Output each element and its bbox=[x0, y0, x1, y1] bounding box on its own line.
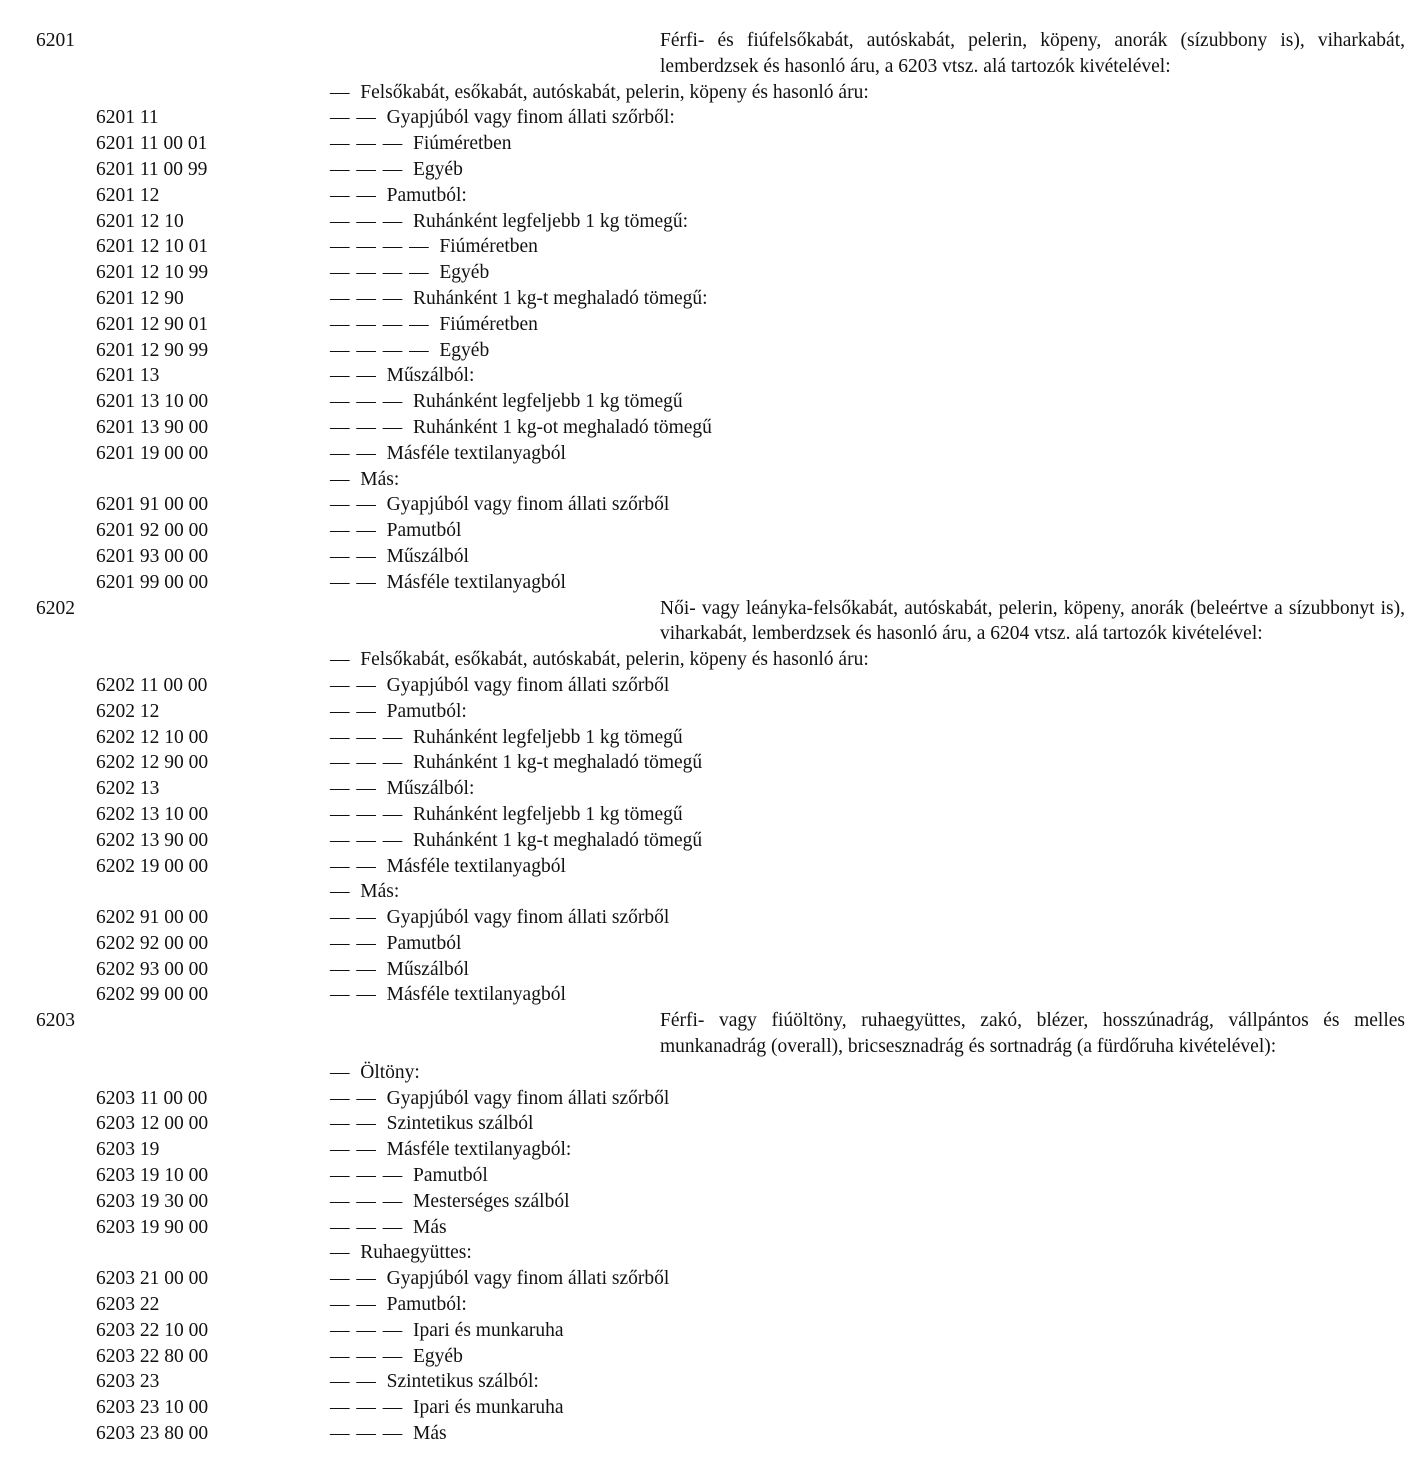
description-text: Pamutból: bbox=[386, 1294, 467, 1316]
tariff-code: 6203 19 bbox=[96, 1139, 160, 1161]
tariff-row bbox=[0, 312, 1095, 338]
description-text: Öltöny: bbox=[360, 1061, 420, 1083]
tariff-description bbox=[330, 260, 1075, 286]
tariff-description bbox=[330, 467, 1075, 493]
indent-dashes: — — bbox=[330, 571, 377, 593]
tariff-description bbox=[330, 105, 1075, 131]
indent-dashes: — — — — bbox=[330, 339, 430, 361]
description-text: Egyéb bbox=[439, 339, 490, 361]
tariff-code: 6201 11 00 99 bbox=[96, 158, 208, 180]
tariff-code: 6202 99 00 00 bbox=[96, 984, 209, 1006]
tariff-code: 6202 12 bbox=[96, 700, 160, 722]
description-text: Fiúméretben bbox=[439, 236, 538, 258]
tariff-row bbox=[0, 1215, 1095, 1241]
description-text: Felsőkabát, esőkabát, autóskabát, pelerin, köpeny és hasonló áru: bbox=[360, 649, 869, 671]
tariff-row bbox=[0, 1163, 1095, 1189]
tariff-row bbox=[0, 1344, 1095, 1370]
tariff-code: 6202 11 00 00 bbox=[96, 674, 208, 696]
tariff-row bbox=[0, 673, 1095, 699]
description-text: Műszálból bbox=[386, 958, 469, 980]
tariff-row bbox=[0, 1369, 1095, 1395]
tariff-code: 6203 21 00 00 bbox=[96, 1268, 209, 1290]
tariff-code: 6203 22 bbox=[96, 1294, 160, 1316]
tariff-description bbox=[330, 802, 1075, 828]
tariff-row bbox=[0, 441, 1095, 467]
tariff-description bbox=[330, 183, 1075, 209]
tariff-code: 6203 23 10 00 bbox=[96, 1397, 209, 1419]
tariff-code: 6202 bbox=[36, 597, 75, 619]
indent-dashes: — — bbox=[330, 1294, 377, 1316]
indent-dashes: — — — bbox=[330, 752, 404, 774]
tariff-row bbox=[0, 131, 1095, 157]
tariff-code: 6201 12 90 01 bbox=[96, 313, 209, 335]
heading-row bbox=[0, 596, 1405, 648]
tariff-description bbox=[330, 544, 1075, 570]
description-text: Ruhánként legfeljebb 1 kg tömegű bbox=[413, 391, 683, 413]
tariff-row bbox=[0, 234, 1095, 260]
tariff-row bbox=[0, 1111, 1095, 1137]
tariff-description bbox=[330, 905, 1075, 931]
indent-dashes: — — — bbox=[330, 210, 404, 232]
indent-dashes: — — bbox=[330, 700, 377, 722]
tariff-description bbox=[330, 931, 1075, 957]
tariff-description bbox=[330, 234, 1075, 260]
tariff-description bbox=[330, 1369, 1075, 1395]
indent-dashes: — — bbox=[330, 184, 377, 206]
tariff-code: 6201 19 00 00 bbox=[96, 442, 209, 464]
tariff-description bbox=[330, 1292, 1075, 1318]
tariff-row bbox=[0, 905, 1095, 931]
tariff-description bbox=[330, 957, 1075, 983]
heading-row bbox=[0, 1008, 1405, 1060]
tariff-row bbox=[0, 1266, 1095, 1292]
description-text: Gyapjúból vagy finom állati szőrből bbox=[386, 907, 670, 929]
indent-dashes: — — bbox=[330, 907, 377, 929]
tariff-row bbox=[0, 699, 1095, 725]
tariff-code: 6201 12 90 99 bbox=[96, 339, 209, 361]
indent-dashes: — bbox=[330, 881, 351, 903]
description-text: Pamutból: bbox=[386, 700, 467, 722]
tariff-code: 6202 92 00 00 bbox=[96, 932, 209, 954]
tariff-description bbox=[330, 80, 1075, 106]
tariff-code: 6203 12 00 00 bbox=[96, 1113, 209, 1135]
tariff-row bbox=[0, 802, 1095, 828]
indent-dashes: — — — bbox=[330, 133, 404, 155]
tariff-row bbox=[0, 1137, 1095, 1163]
tariff-description bbox=[330, 1060, 1075, 1086]
tariff-description bbox=[330, 1344, 1075, 1370]
description-text: Egyéb bbox=[413, 1345, 463, 1367]
tariff-description bbox=[330, 492, 1075, 518]
tariff-description bbox=[330, 1395, 1075, 1421]
tariff-row bbox=[0, 492, 1095, 518]
description-text: Más bbox=[413, 1423, 447, 1445]
tariff-code: 6203 11 00 00 bbox=[96, 1087, 208, 1109]
tariff-row bbox=[0, 750, 1095, 776]
tariff-description bbox=[660, 596, 1405, 648]
tariff-code: 6201 12 bbox=[96, 184, 160, 206]
tariff-description bbox=[330, 1189, 1075, 1215]
tariff-row bbox=[0, 415, 1095, 441]
tariff-row bbox=[0, 1240, 1095, 1266]
description-text: Pamutból bbox=[386, 932, 462, 954]
tariff-description bbox=[330, 854, 1075, 880]
tariff-description bbox=[330, 518, 1075, 544]
tariff-code: 6201 13 10 00 bbox=[96, 391, 209, 413]
tariff-code: 6201 99 00 00 bbox=[96, 571, 209, 593]
indent-dashes: — — bbox=[330, 494, 377, 516]
description-text: Szintetikus szálból: bbox=[386, 1371, 539, 1393]
tariff-code: 6201 11 bbox=[96, 107, 159, 129]
heading-row bbox=[0, 28, 1405, 80]
tariff-code: 6203 19 30 00 bbox=[96, 1190, 209, 1212]
tariff-code: 6203 23 bbox=[96, 1371, 160, 1393]
description-text: Fiúméretben bbox=[439, 313, 538, 335]
indent-dashes: — — bbox=[330, 674, 377, 696]
tariff-row bbox=[0, 957, 1095, 983]
description-text: Mesterséges szálból bbox=[413, 1190, 570, 1212]
tariff-row bbox=[0, 1086, 1095, 1112]
indent-dashes: — — bbox=[330, 1113, 377, 1135]
tariff-row bbox=[0, 879, 1095, 905]
description-text: Férfi- vagy fiúöltöny, ruhaegyüttes, zakó, blézer, hosszúnadrág, vállpántos és melles munkanadrág (overall), bricsesznadrág és sortnadrág (a fürdőruha kivételével): bbox=[660, 1010, 1405, 1058]
tariff-list bbox=[0, 28, 1405, 1447]
tariff-row bbox=[0, 260, 1095, 286]
tariff-description bbox=[330, 1266, 1075, 1292]
description-text: Szintetikus szálból bbox=[386, 1113, 534, 1135]
description-text: Más: bbox=[360, 881, 400, 903]
tariff-row bbox=[0, 776, 1095, 802]
tariff-description bbox=[330, 750, 1075, 776]
tariff-description bbox=[330, 699, 1075, 725]
tariff-row bbox=[0, 1292, 1095, 1318]
tariff-code: 6201 12 90 bbox=[96, 287, 184, 309]
tariff-row bbox=[0, 647, 1095, 673]
tariff-description bbox=[330, 1086, 1075, 1112]
tariff-row bbox=[0, 467, 1095, 493]
description-text: Felsőkabát, esőkabát, autóskabát, pelerin, köpeny és hasonló áru: bbox=[360, 81, 869, 103]
tariff-row bbox=[0, 828, 1095, 854]
tariff-description bbox=[330, 363, 1075, 389]
indent-dashes: — — bbox=[330, 365, 377, 387]
description-text: Más bbox=[413, 1216, 447, 1238]
tariff-row bbox=[0, 1395, 1095, 1421]
tariff-code: 6203 19 10 00 bbox=[96, 1165, 209, 1187]
tariff-description bbox=[330, 209, 1075, 235]
tariff-description bbox=[330, 1240, 1075, 1266]
tariff-row bbox=[0, 982, 1095, 1008]
tariff-description bbox=[330, 570, 1075, 596]
description-text: Ruhánként legfeljebb 1 kg tömegű bbox=[413, 726, 683, 748]
tariff-description bbox=[330, 415, 1075, 441]
description-text: Gyapjúból vagy finom állati szőrből bbox=[386, 674, 670, 696]
description-text: Ruhánként legfeljebb 1 kg tömegű bbox=[413, 803, 683, 825]
indent-dashes: — — bbox=[330, 778, 377, 800]
indent-dashes: — — bbox=[330, 1371, 377, 1393]
tariff-row bbox=[0, 1060, 1095, 1086]
indent-dashes: — — — bbox=[330, 1216, 404, 1238]
indent-dashes: — — — bbox=[330, 416, 404, 438]
tariff-code: 6201 11 00 01 bbox=[96, 133, 208, 155]
tariff-row bbox=[0, 1189, 1095, 1215]
tariff-code: 6202 13 90 00 bbox=[96, 829, 209, 851]
tariff-code: 6202 19 00 00 bbox=[96, 855, 209, 877]
indent-dashes: — — — — bbox=[330, 262, 430, 284]
tariff-description bbox=[330, 1215, 1075, 1241]
tariff-code: 6202 93 00 00 bbox=[96, 958, 209, 980]
description-text: Műszálból bbox=[386, 545, 469, 567]
description-text: Ruhánként 1 kg-t meghaladó tömegű bbox=[413, 752, 703, 774]
indent-dashes: — — — bbox=[330, 1319, 404, 1341]
description-text: Egyéb bbox=[413, 158, 463, 180]
description-text: Gyapjúból vagy finom állati szőrből bbox=[386, 494, 670, 516]
description-text: Más: bbox=[360, 468, 400, 490]
tariff-description bbox=[330, 828, 1075, 854]
tariff-description bbox=[330, 286, 1075, 312]
tariff-row bbox=[0, 1421, 1095, 1447]
description-text: Műszálból: bbox=[386, 365, 475, 387]
tariff-code: 6201 13 bbox=[96, 365, 160, 387]
description-text: Ruhánként 1 kg-t meghaladó tömegű bbox=[413, 829, 703, 851]
indent-dashes: — — — bbox=[330, 287, 404, 309]
indent-dashes: — — bbox=[330, 932, 377, 954]
tariff-code: 6203 23 80 00 bbox=[96, 1423, 209, 1445]
tariff-code: 6202 12 10 00 bbox=[96, 726, 209, 748]
tariff-row bbox=[0, 105, 1095, 131]
indent-dashes: — — bbox=[330, 442, 377, 464]
tariff-code: 6201 bbox=[36, 30, 75, 51]
tariff-row bbox=[0, 1318, 1095, 1344]
indent-dashes: — — — bbox=[330, 158, 404, 180]
tariff-description bbox=[330, 1421, 1075, 1447]
tariff-description bbox=[660, 28, 1405, 80]
tariff-row bbox=[0, 725, 1095, 751]
indent-dashes: — bbox=[330, 468, 351, 490]
indent-dashes: — — — bbox=[330, 1190, 404, 1212]
indent-dashes: — — bbox=[330, 545, 377, 567]
tariff-description bbox=[330, 673, 1075, 699]
tariff-description bbox=[330, 879, 1075, 905]
description-text: Másféle textilanyagból bbox=[386, 984, 566, 1006]
indent-dashes: — — bbox=[330, 1268, 377, 1290]
tariff-description bbox=[330, 1111, 1075, 1137]
tariff-row bbox=[0, 389, 1095, 415]
description-text: Másféle textilanyagból bbox=[386, 571, 566, 593]
description-text: Ruhánként 1 kg-t meghaladó tömegű: bbox=[413, 287, 708, 309]
tariff-description bbox=[330, 389, 1075, 415]
indent-dashes: — — — bbox=[330, 1345, 404, 1367]
tariff-description bbox=[330, 441, 1075, 467]
description-text: Gyapjúból vagy finom állati szőrből bbox=[386, 1087, 670, 1109]
tariff-description bbox=[330, 312, 1075, 338]
tariff-description bbox=[330, 1137, 1075, 1163]
tariff-row bbox=[0, 183, 1095, 209]
description-text: Gyapjúból vagy finom állati szőrből bbox=[386, 1268, 670, 1290]
indent-dashes: — bbox=[330, 1242, 351, 1264]
description-text: Női- vagy leányka-felsőkabát, autóskabát, pelerin, köpeny, anorák (beleértve a sízubbonyt is), viharkabát, lemberdzsek és hasonló áru, a 6204 vtsz. alá tartozók kivételével: bbox=[660, 597, 1405, 645]
tariff-row bbox=[0, 363, 1095, 389]
indent-dashes: — — bbox=[330, 520, 377, 542]
tariff-code: 6201 91 00 00 bbox=[96, 494, 209, 516]
indent-dashes: — — bbox=[330, 1087, 377, 1109]
tariff-row bbox=[0, 931, 1095, 957]
tariff-code: 6201 92 00 00 bbox=[96, 520, 209, 542]
indent-dashes: — — — bbox=[330, 726, 404, 748]
tariff-code: 6202 13 bbox=[96, 778, 160, 800]
indent-dashes: — — bbox=[330, 107, 377, 129]
tariff-row bbox=[0, 338, 1095, 364]
indent-dashes: — bbox=[330, 649, 351, 671]
description-text: Másféle textilanyagból bbox=[386, 442, 566, 464]
description-text: Másféle textilanyagból bbox=[386, 855, 566, 877]
description-text: Ruhaegyüttes: bbox=[360, 1242, 472, 1264]
indent-dashes: — — — — bbox=[330, 313, 430, 335]
tariff-description bbox=[330, 338, 1075, 364]
tariff-code: 6201 12 10 99 bbox=[96, 262, 209, 284]
tariff-description bbox=[330, 131, 1075, 157]
indent-dashes: — — — bbox=[330, 1423, 404, 1445]
description-text: Pamutból: bbox=[386, 184, 467, 206]
tariff-code: 6203 19 90 00 bbox=[96, 1216, 209, 1238]
tariff-description bbox=[330, 776, 1075, 802]
description-text: Műszálból: bbox=[386, 778, 475, 800]
indent-dashes: — — bbox=[330, 1139, 377, 1161]
tariff-code: 6202 12 90 00 bbox=[96, 752, 209, 774]
description-text: Pamutból bbox=[413, 1165, 488, 1187]
description-text: Férfi- és fiúfelsőkabát, autóskabát, pelerin, köpeny, anorák (sízubbony is), viharkabát, lemberdzsek és hasonló áru, a 6203 vtsz. alá tartozók kivételével: bbox=[660, 30, 1405, 77]
tariff-row bbox=[0, 209, 1095, 235]
indent-dashes: — bbox=[330, 81, 351, 103]
tariff-row bbox=[0, 544, 1095, 570]
tariff-row bbox=[0, 854, 1095, 880]
tariff-row bbox=[0, 518, 1095, 544]
description-text: Ipari és munkaruha bbox=[413, 1397, 564, 1419]
description-text: Ruhánként legfeljebb 1 kg tömegű: bbox=[413, 210, 689, 232]
tariff-description bbox=[330, 157, 1075, 183]
tariff-code: 6202 13 10 00 bbox=[96, 803, 209, 825]
tariff-row bbox=[0, 157, 1095, 183]
tariff-code: 6201 12 10 bbox=[96, 210, 184, 232]
tariff-description bbox=[330, 647, 1075, 673]
description-text: Pamutból bbox=[386, 520, 462, 542]
indent-dashes: — — — bbox=[330, 391, 404, 413]
tariff-code: 6203 22 10 00 bbox=[96, 1319, 209, 1341]
indent-dashes: — — — bbox=[330, 829, 404, 851]
description-text: Ipari és munkaruha bbox=[413, 1319, 564, 1341]
tariff-code: 6202 91 00 00 bbox=[96, 907, 209, 929]
tariff-code: 6203 22 80 00 bbox=[96, 1345, 209, 1367]
indent-dashes: — — — — bbox=[330, 236, 430, 258]
tariff-code: 6201 12 10 01 bbox=[96, 236, 209, 258]
tariff-description bbox=[330, 1163, 1075, 1189]
indent-dashes: — — bbox=[330, 855, 377, 877]
indent-dashes: — — — bbox=[330, 1165, 404, 1187]
tariff-description bbox=[330, 725, 1075, 751]
description-text: Másféle textilanyagból: bbox=[386, 1139, 572, 1161]
indent-dashes: — — — bbox=[330, 803, 404, 825]
tariff-row bbox=[0, 80, 1095, 106]
tariff-code: 6203 bbox=[36, 1010, 75, 1032]
indent-dashes: — — — bbox=[330, 1397, 404, 1419]
tariff-row bbox=[0, 570, 1095, 596]
description-text: Fiúméretben bbox=[413, 133, 512, 155]
tariff-description bbox=[330, 1318, 1075, 1344]
tariff-code: 6201 13 90 00 bbox=[96, 416, 209, 438]
description-text: Gyapjúból vagy finom állati szőrből: bbox=[386, 107, 675, 129]
description-text: Ruhánként 1 kg-ot meghaladó tömegű bbox=[413, 416, 712, 438]
indent-dashes: — — bbox=[330, 984, 377, 1006]
tariff-row bbox=[0, 286, 1095, 312]
tariff-description bbox=[660, 1008, 1405, 1060]
description-text: Egyéb bbox=[439, 262, 490, 284]
indent-dashes: — — bbox=[330, 958, 377, 980]
tariff-description bbox=[330, 982, 1075, 1008]
tariff-code: 6201 93 00 00 bbox=[96, 545, 209, 567]
indent-dashes: — bbox=[330, 1061, 351, 1083]
